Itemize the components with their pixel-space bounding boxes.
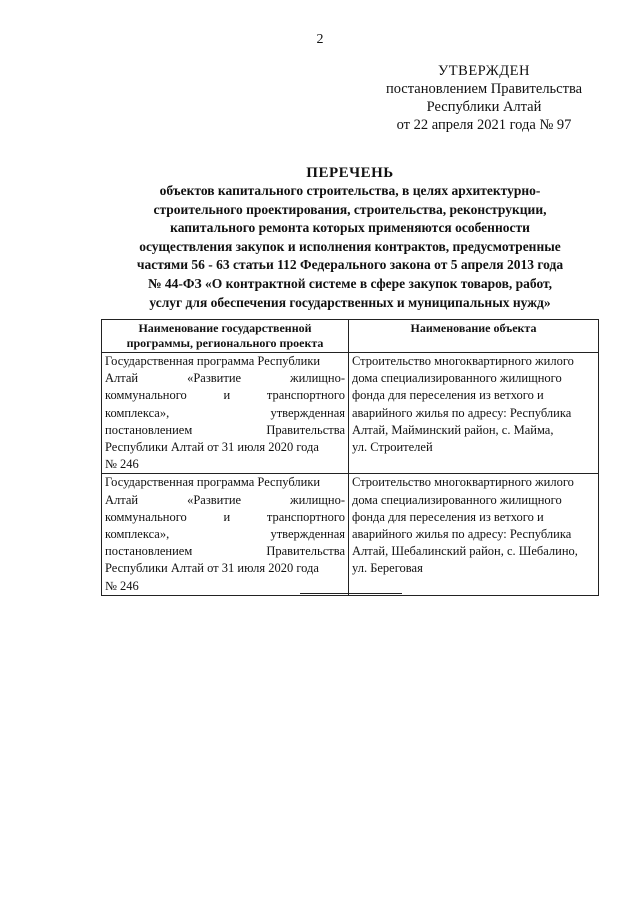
cell-word: «Развитие <box>187 371 242 386</box>
objects-table <box>101 319 599 596</box>
header-line: Наименование объекта <box>410 321 537 335</box>
document-heading <box>100 164 600 312</box>
cell-word: Алтай <box>105 371 139 386</box>
approval-line: Республики Алтай <box>426 99 542 115</box>
heading-line: осуществления закупок и исполнения контрактов, предусмотренные <box>139 238 561 254</box>
cell-word: комплекса», <box>105 527 170 542</box>
cell-word: Правительства <box>266 544 345 559</box>
cell-line <box>105 509 345 526</box>
cell-line: № 246 <box>105 457 139 472</box>
cell-line: Строительство многоквартирного жилого <box>352 354 574 368</box>
cell-line <box>105 405 345 422</box>
cell-line: Строительство многоквартирного жилого <box>352 475 574 490</box>
cell-word: жилищно- <box>290 492 345 507</box>
cell-line: Государственная программа Республики <box>105 354 321 368</box>
cell-line: аварийного жилья по адресу: Республика <box>352 527 572 542</box>
cell-word: комплекса», <box>105 405 170 420</box>
cell-line: Алтай, Майминский район, с. Майма, <box>352 422 554 437</box>
cell-word: коммунального <box>105 388 187 403</box>
heading-line: объектов капитального строительства, в целях архитектурно- <box>159 183 541 198</box>
cell-line: Государственная программа Республики <box>105 475 321 490</box>
header-line: программы, регионального проекта <box>126 336 324 350</box>
cell-line: ул. Береговая <box>352 561 423 576</box>
heading-line: капитального ремонта которых применяются особенности <box>170 220 530 236</box>
table-row <box>102 353 599 474</box>
page-number: 2 <box>316 32 324 47</box>
cell-line <box>105 526 345 543</box>
cell-word: «Развитие <box>187 492 242 507</box>
cell-word: Алтай <box>105 492 139 507</box>
cell-word: коммунального <box>105 509 187 524</box>
cell-word: утвержденная <box>270 405 345 420</box>
cell-line <box>105 543 345 560</box>
cell-line: фонда для переселения из ветхого и <box>352 509 544 524</box>
cell-line <box>105 492 345 509</box>
cell-word: транспортного <box>266 509 345 524</box>
cell-word: жилищно- <box>290 371 345 386</box>
column-header-program <box>102 320 349 353</box>
cell-word: утвержденная <box>270 527 345 542</box>
cell-line <box>105 387 345 404</box>
approval-date-line: от 22 апреля 2021 года № 97 <box>396 117 572 133</box>
document-title: ПЕРЕЧЕНЬ <box>306 165 394 181</box>
cell-line: № 246 <box>105 578 139 593</box>
column-header-object <box>349 320 599 353</box>
cell-line: аварийного жилья по адресу: Республика <box>352 405 572 420</box>
cell-word: и <box>223 388 231 403</box>
approval-line: постановлением Правительства <box>385 81 583 97</box>
cell-line: Алтай, Шебалинский район, с. Шебалино, <box>352 544 578 559</box>
heading-line: частями 56 - 63 статьи 112 Федерального закона от 5 апреля 2013 года <box>136 257 564 273</box>
heading-line: строительного проектирования, строительства, реконструкции, <box>153 201 547 217</box>
cell-line: ул. Строителей <box>352 440 433 455</box>
cell-line <box>105 370 345 387</box>
approval-title: УТВЕРЖДЕН <box>438 63 530 79</box>
cell-word: постановлением <box>105 422 193 437</box>
program-cell <box>102 474 349 595</box>
table-row <box>102 474 599 595</box>
cell-line: фонда для переселения из ветхого и <box>352 388 544 403</box>
cell-line: Республики Алтай от 31 июля 2020 года <box>105 440 319 455</box>
program-cell <box>102 353 349 474</box>
cell-word: транспортного <box>266 388 345 403</box>
table-header-row <box>102 320 599 353</box>
approval-stamp <box>370 62 598 134</box>
header-line: Наименование государственной <box>138 321 312 335</box>
cell-line <box>105 422 345 439</box>
end-of-document-rule <box>300 593 402 594</box>
cell-line: Республики Алтай от 31 июля 2020 года <box>105 561 319 576</box>
heading-line: услуг для обеспечения государственных и муниципальных нужд» <box>149 294 551 310</box>
object-cell <box>349 353 599 474</box>
cell-line: дома специализированного жилищного <box>352 371 562 386</box>
heading-line: № 44-ФЗ «О контрактной системе в сфере закупок товаров, работ, <box>147 275 553 291</box>
cell-word: и <box>223 509 231 524</box>
cell-word: Правительства <box>266 422 345 437</box>
cell-line: дома специализированного жилищного <box>352 492 562 507</box>
object-cell <box>349 474 599 595</box>
cell-word: постановлением <box>105 544 193 559</box>
